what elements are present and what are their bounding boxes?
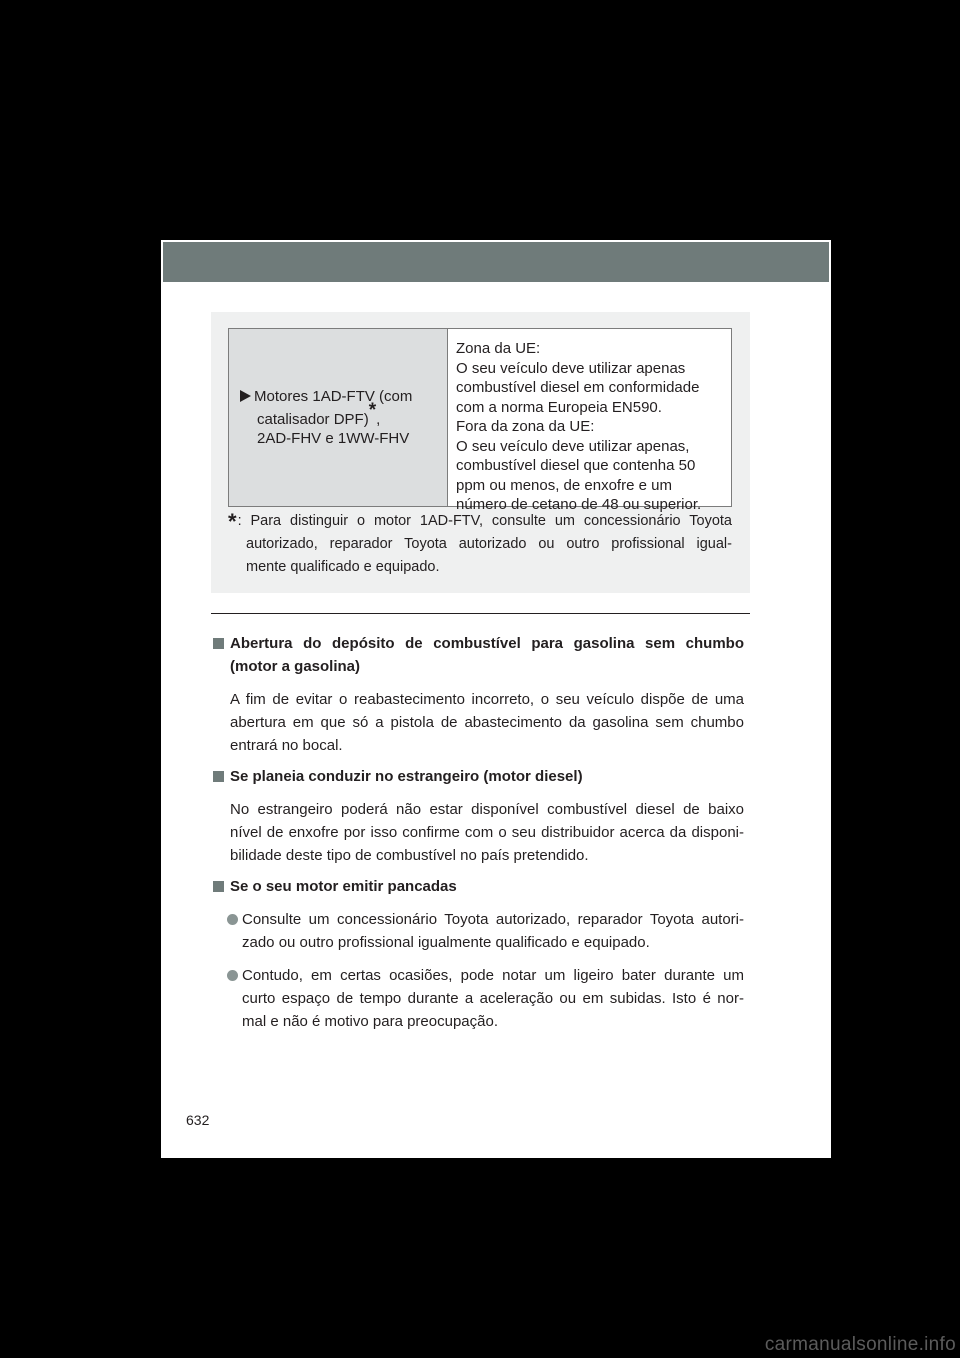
list-item-line: curto espaço de tempo durante a aceleração ou em subidas. Isto é nor- [242, 990, 744, 1007]
watermark: carmanualsonline.info [764, 1334, 956, 1355]
paragraph-line: entrará no bocal. [230, 737, 343, 754]
spec-line: com a norma Europeia EN590. [456, 398, 662, 416]
engine-label-line1: Motores 1AD-FTV (com [254, 388, 413, 405]
triangle-icon [240, 390, 251, 402]
spec-line: Fora da zona da UE: [456, 418, 595, 435]
square-bullet-icon [213, 881, 224, 892]
paragraph-line: bilidade deste tipo de combustível no país pretendido. [230, 847, 589, 864]
spec-table [228, 328, 732, 513]
square-bullet-icon [213, 638, 224, 649]
section-title-fuel-opening [211, 632, 744, 678]
paragraph-line: nível de enxofre por isso confirme com o seu distribuidor acerca da disponi- [230, 824, 744, 841]
section-divider [211, 613, 750, 614]
manual-page [161, 240, 831, 1158]
footnote-mark: * [228, 509, 237, 534]
paragraph-abroad [211, 798, 744, 867]
footnote-line2: autorizado, reparador Toyota autorizado ou outro profissional igual- [246, 536, 732, 552]
section-title-knocking [211, 875, 744, 898]
engine-label-line2: catalisador DPF) [257, 411, 369, 428]
round-bullet-icon [227, 970, 238, 981]
spec-line: número de cetano de 48 ou superior. [456, 496, 702, 513]
section-title-text: Se o seu motor emitir pancadas [230, 878, 457, 895]
spec-line: combustível diesel em conformidade [456, 379, 700, 396]
footnote-line3: mente qualificado e equipado. [246, 559, 440, 575]
spec-table-right-cell [448, 329, 731, 513]
spec-line: O seu veículo deve utilizar apenas [456, 359, 686, 377]
paragraph-line: abertura em que só a pistola de abastecimento da gasolina sem chumbo [230, 714, 744, 731]
footnote-line1: : Para distinguir o motor 1AD-FTV, consulte um concessionário Toyota [237, 513, 732, 529]
list-item-line: mal e não é motivo para preocupação. [242, 1013, 498, 1030]
spec-table-left-cell [229, 329, 448, 506]
section-title-line2: (motor a gasolina) [230, 658, 361, 675]
list-item-line: Contudo, em certas ocasiões, pode notar um ligeiro bater durante um [242, 967, 744, 984]
header-bar [163, 242, 829, 282]
engine-label-line3: 2AD-FHV e 1WW-FHV [257, 430, 410, 447]
section-title-abroad [211, 765, 744, 788]
round-bullet-icon [227, 914, 238, 925]
spec-box [211, 312, 750, 593]
spec-line: ppm ou menos, de enxofre e um [456, 476, 672, 494]
spec-line: O seu veículo deve utilizar apenas, [456, 437, 690, 455]
footnote [228, 510, 732, 579]
paragraph-fuel-opening [211, 688, 744, 757]
content [211, 624, 744, 1033]
section-title-line1: Abertura do depósito de combustível para gasolina sem chumbo [230, 635, 744, 652]
list-item-line: Consulte um concessionário Toyota autorizado, reparador Toyota autori- [242, 911, 744, 928]
paragraph-line: No estrangeiro poderá não estar disponível combustível diesel de baixo [230, 801, 744, 818]
page-number: 632 [186, 1112, 210, 1128]
spec-line: combustível diesel que contenha 50 [456, 457, 696, 474]
list-item-line: zado ou outro profissional igualmente qualificado e equipado. [242, 934, 650, 951]
list-item [211, 908, 744, 954]
footnote-star: * [368, 400, 377, 421]
engine-label-comma: , [376, 411, 381, 428]
list-item [211, 964, 744, 1033]
square-bullet-icon [213, 771, 224, 782]
section-title-text: Se planeia conduzir no estrangeiro (motor diesel) [230, 768, 583, 785]
paragraph-line: A fim de evitar o reabastecimento incorreto, o seu veículo dispõe de uma [230, 691, 744, 708]
spec-line: Zona da UE: [456, 340, 541, 357]
